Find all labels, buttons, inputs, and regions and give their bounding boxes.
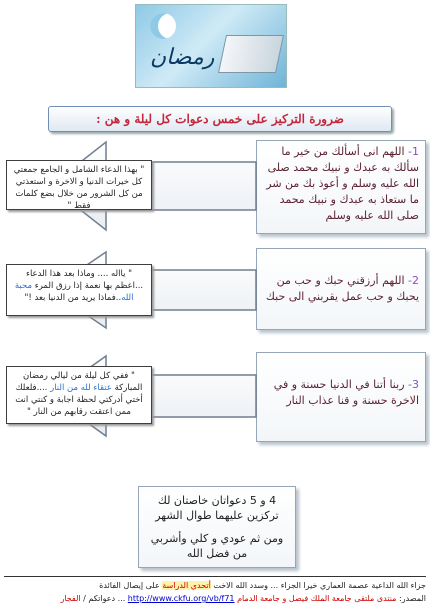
note-highlight: محبة الله [14, 281, 134, 303]
footer-line-1 [4, 580, 426, 591]
crescent-moon-icon [150, 13, 176, 39]
note-highlight: عتقاء لله من النار [50, 383, 112, 393]
dua-box-2 [256, 248, 426, 330]
footer-source-link[interactable]: http://www.ckfu.org/vb/f71 [127, 594, 235, 603]
footer-credit: جزاء الله الداعية عصمة العماري خيرا الجزاء ... وسدد الله الاخت [213, 581, 426, 590]
final-line-1: 4 و 5 دعواتان خاصتان لك تركزين عليهما طوال الشهر [155, 494, 279, 522]
dua-number: 1- [408, 145, 419, 158]
dua-text: اللهم أرزقني حبك و حب من يحبك و حب عمل يقربني الى حبك [265, 274, 419, 303]
note-box-3 [6, 366, 152, 424]
note-text-pre: " ففي كل ليلة من ليالي رمضان المباركة [23, 371, 143, 393]
note-text-post: ..فماذا يريد من الدنيا بعد !" [24, 293, 122, 303]
note-text: " بهذا الدعاء الشامل و الجامع جمعتي كل خيرات الدنيا و الاخرة و استعذتي من كل الشرور من خلال بضع كلمات فقط " [13, 165, 145, 211]
final-line-2: ومن ثم عودي و كلي وأشربي من فضل الله [150, 532, 284, 560]
footer-credit-end: على إيصال الفائدة [99, 581, 160, 590]
ramadan-banner-image [135, 4, 287, 88]
dua-text: ربنا أتنا في الدنيا حسنة و في الاخرة حسنة و قنا عذاب النار [273, 378, 419, 407]
footer-divider [4, 576, 426, 577]
footer-source-name[interactable]: منتدى ملتقى جامعة الملك فيصل و جامعة الدمام [237, 594, 397, 603]
dua-text: اللهم انى أسألك من خير ما سألك به عبدك و نبيك محمد صلى الله عليه وسلم و أعوذ بك من شر ما ستعاذ به عبدك و نبيك محمد صلى الله عليه وسلم [266, 145, 419, 222]
banner-script: رمضان [150, 45, 215, 70]
note-box-1 [6, 160, 152, 210]
page-title: ضرورة التركيز على خمس دعوات كل ليلة و هن : [48, 106, 392, 132]
note-text-post: ....فلعلك أختي أدركتي لحظة اجابة و كنتي انت ممن اعتقت رقابهم من النار " [15, 383, 143, 417]
open-book-icon [218, 35, 284, 73]
dua-box-3 [256, 352, 426, 442]
footer-dua-request: ... دعواتكم / [83, 594, 126, 603]
dua-box-1 [256, 140, 426, 234]
final-note-box [138, 486, 296, 568]
dua-number: 3- [408, 378, 419, 391]
footer-signature: الفجار [60, 594, 81, 603]
footer-line-2 [4, 593, 426, 604]
note-box-2 [6, 264, 152, 316]
dua-number: 2- [408, 274, 419, 287]
note-text-pre: " يااله .... وماذا بعد هذا الدعاء ...اعظم بها نعمة إذا رزق المرء [25, 269, 144, 291]
footer-highlight: أتحدي الدراسة [162, 581, 211, 590]
footer-source-label: المصدر: [399, 594, 426, 603]
